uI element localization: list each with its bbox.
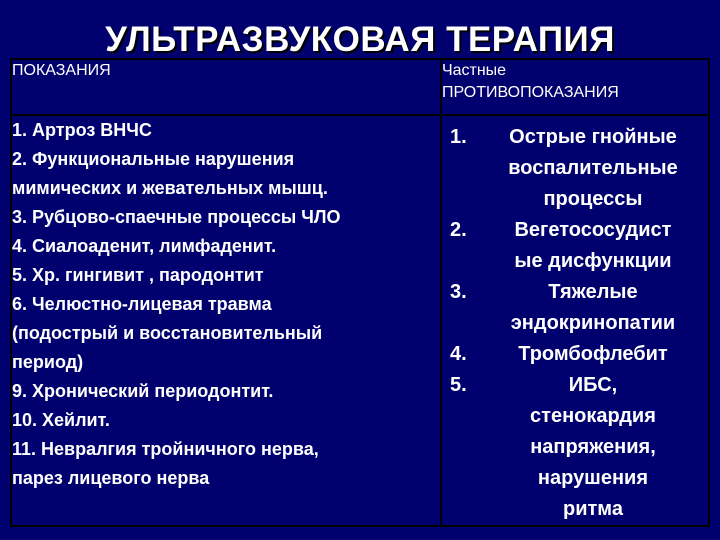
indication-line: 6. Челюстно-лицевая травма xyxy=(12,294,272,314)
contraindication-item xyxy=(442,370,702,525)
indication-line: 3. Рубцово-спаечные процессы ЧЛО xyxy=(12,207,341,227)
contraindications-list xyxy=(441,115,709,526)
contraindication-line: Тромбофлебит xyxy=(518,343,668,365)
indication-line: период) xyxy=(12,352,84,372)
contraindication-item xyxy=(442,277,702,339)
contraindication-item xyxy=(442,339,702,370)
table-body-row xyxy=(11,115,709,526)
indication-line: мимических и жевательных мышц. xyxy=(12,178,328,198)
indication-line: 2. Функциональные нарушения xyxy=(12,149,295,169)
contraindication-line: ритма xyxy=(562,498,623,520)
contraindications-header-line1: Частные xyxy=(441,62,507,79)
contraindication-text xyxy=(484,370,702,525)
indication-line: 5. Хр. гингивит , пародонтит xyxy=(12,265,264,285)
contraindication-item xyxy=(442,122,702,215)
contraindication-line: нарушения xyxy=(537,467,649,489)
contraindication-text xyxy=(484,277,702,339)
indication-line: 1. Артроз ВНЧС xyxy=(12,120,152,140)
contraindication-number: 3. xyxy=(449,281,467,303)
indication-line: 4. Сиалоаденит, лимфаденит. xyxy=(12,236,277,256)
contraindications-header-line2: ПРОТИВОПОКАЗАНИЯ xyxy=(441,84,619,101)
contraindication-text xyxy=(484,122,702,215)
indications-header xyxy=(11,59,441,115)
therapy-table xyxy=(10,58,710,527)
contraindication-text xyxy=(484,339,702,370)
contraindication-number: 4. xyxy=(449,343,467,365)
contraindication-line: ые дисфункции xyxy=(514,250,672,272)
indication-line: 10. Хейлит. xyxy=(12,410,110,430)
contraindication-line: Острые гнойные xyxy=(509,126,677,148)
contraindication-item xyxy=(442,215,702,277)
indication-line: (подострый и восстановительный xyxy=(12,323,323,343)
contraindication-line: стенокардия xyxy=(530,405,656,427)
contraindication-line: Тяжелые xyxy=(548,281,638,303)
indication-line: 9. Хронический периодонтит. xyxy=(12,381,274,401)
indication-line: парез лицевого нерва xyxy=(12,468,210,488)
table-header-row xyxy=(11,59,709,115)
contraindication-line: напряжения, xyxy=(530,436,656,458)
page-title: УЛЬТРАЗВУКОВАЯ ТЕРАПИЯ xyxy=(105,20,615,59)
contraindications-header xyxy=(441,59,709,115)
contraindication-line: ИБС, xyxy=(568,374,618,396)
indications-list xyxy=(11,115,441,526)
contraindication-number: 1. xyxy=(449,126,467,148)
contraindication-text xyxy=(484,215,702,277)
contraindication-number: 2. xyxy=(449,219,467,241)
contraindication-line: процессы xyxy=(543,188,643,210)
indications-header-label: ПОКАЗАНИЯ xyxy=(12,62,111,79)
contraindication-line: эндокринопатии xyxy=(510,312,676,334)
contraindication-line: Вегетососудист xyxy=(514,219,672,241)
contraindication-line: воспалительные xyxy=(508,157,678,179)
indication-line: 11. Невралгия тройничного нерва, xyxy=(12,439,319,459)
contraindication-number: 5. xyxy=(449,374,467,396)
